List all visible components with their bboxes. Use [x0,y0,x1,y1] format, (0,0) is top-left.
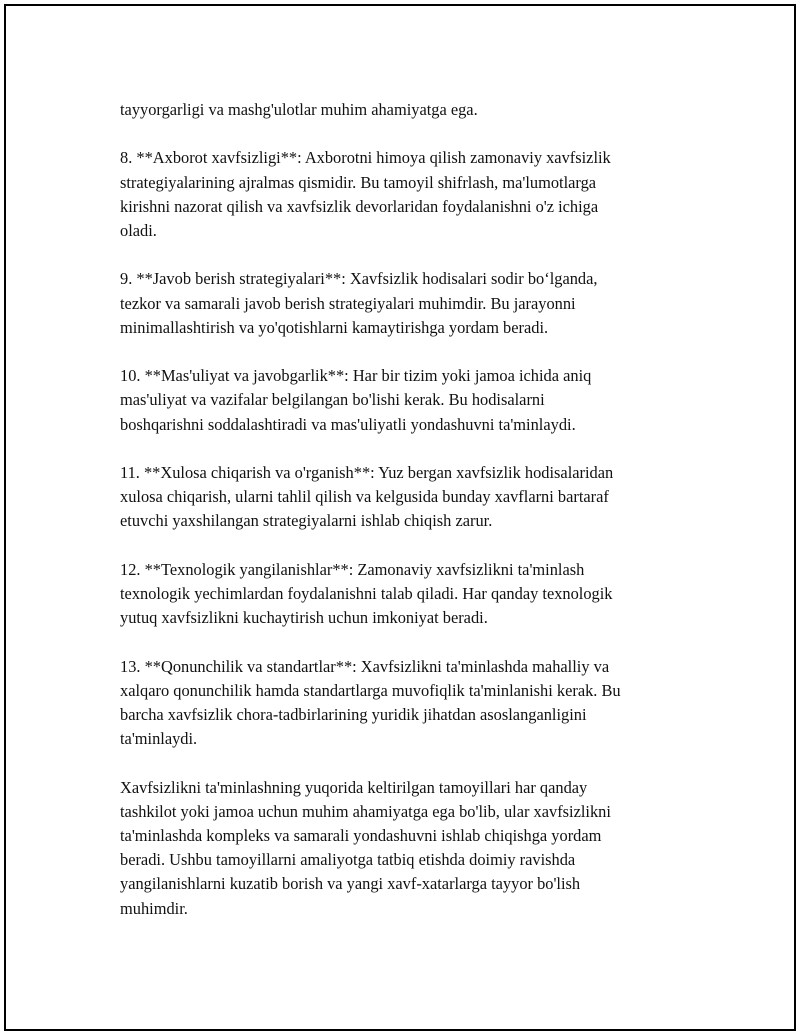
paragraph-item-12 [120,558,690,631]
paragraph-continuation [120,98,690,122]
paragraph-item-10 [120,364,690,437]
paragraph-item-13 [120,655,690,752]
text-line: strategiyalarining ajralmas qismidir. Bu tamoyil shifrlash, ma'lumotlarga [120,172,597,192]
text-line: 11. **Xulosa chiqarish va o'rganish**: Yuz bergan xavfsizlik hodisalaridan [120,462,614,482]
paragraph-item-8 [120,146,690,243]
text-line: yutuq xavfsizlikni kuchaytirish uchun imkoniyat beradi. [120,608,488,628]
text-line: beradi. Ushbu tamoyillarni amaliyotga tatbiq etishda doimiy ravishda [120,850,576,870]
text-line: 9. **Javob berish strategiyalari**: Xavfsizlik hodisalari sodir bo‘lganda, [120,269,598,289]
text-line: boshqarishni soddalashtiradi va mas'uliyatli yondashuvni ta'minlaydi. [120,414,576,434]
text-line: 13. **Qonunchilik va standartlar**: Xavfsizlikni ta'minlashda mahalliy va [120,656,610,676]
text-line: etuvchi yaxshilangan strategiyalarni ishlab chiqish zarur. [120,511,493,531]
text-line: mas'uliyat va vazifalar belgilangan bo'lishi kerak. Bu hodisalarni [120,390,545,410]
text-line: 10. **Mas'uliyat va javobgarlik**: Har bir tizim yoki jamoa ichida aniq [120,366,592,386]
text-line: tashkilot yoki jamoa uchun muhim ahamiyatga ega bo'lib, ular xavfsizlikni [120,801,611,821]
text-line: ta'minlashda kompleks va samarali yondashuvni ishlab chiqishga yordam [120,825,602,845]
text-line: minimallashtirish va yo'qotishlarni kamaytirishga yordam beradi. [120,317,549,337]
text-line: Xavfsizlikni ta'minlashning yuqorida keltirilgan tamoyillari har qanday [120,777,588,797]
text-line: xalqaro qonunchilik hamda standartlarga muvofiqlik ta'minlanishi kerak. Bu [120,680,621,700]
text-line: 8. **Axborot xavfsizligi**: Axborotni himoya qilish zamonaviy xavfsizlik [120,148,611,168]
text-line: oladi. [120,221,157,240]
text-line: tezkor va samarali javob berish strategiyalari muhimdir. Bu jarayonni [120,293,576,313]
paragraph-item-11 [120,461,690,534]
text-line: muhimdir. [120,898,188,918]
text-line: tayyorgarligi va mashg'ulotlar muhim ahamiyatga ega. [120,100,478,119]
paragraph-item-9 [120,267,690,340]
text-line: barcha xavfsizlik chora-tadbirlarining yuridik jihatdan asoslanganligini [120,704,587,724]
document-body [120,98,690,945]
text-line: 12. **Texnologik yangilanishlar**: Zamonaviy xavfsizlikni ta'minlash [120,559,585,579]
text-line: texnologik yechimlardan foydalanishni talab qiladi. Har qanday texnologik [120,583,613,603]
text-line: kirishni nazorat qilish va xavfsizlik devorlaridan foydalanishni o'z ichiga [120,196,599,216]
text-line: ta'minlaydi. [120,729,198,749]
paragraph-conclusion [120,776,690,921]
page-frame [4,4,796,1031]
text-line: xulosa chiqarish, ularni tahlil qilish va kelgusida bunday xavflarni bartaraf [120,487,609,507]
text-line: yangilanishlarni kuzatib borish va yangi xavf-xatarlarga tayyor bo'lish [120,874,581,894]
